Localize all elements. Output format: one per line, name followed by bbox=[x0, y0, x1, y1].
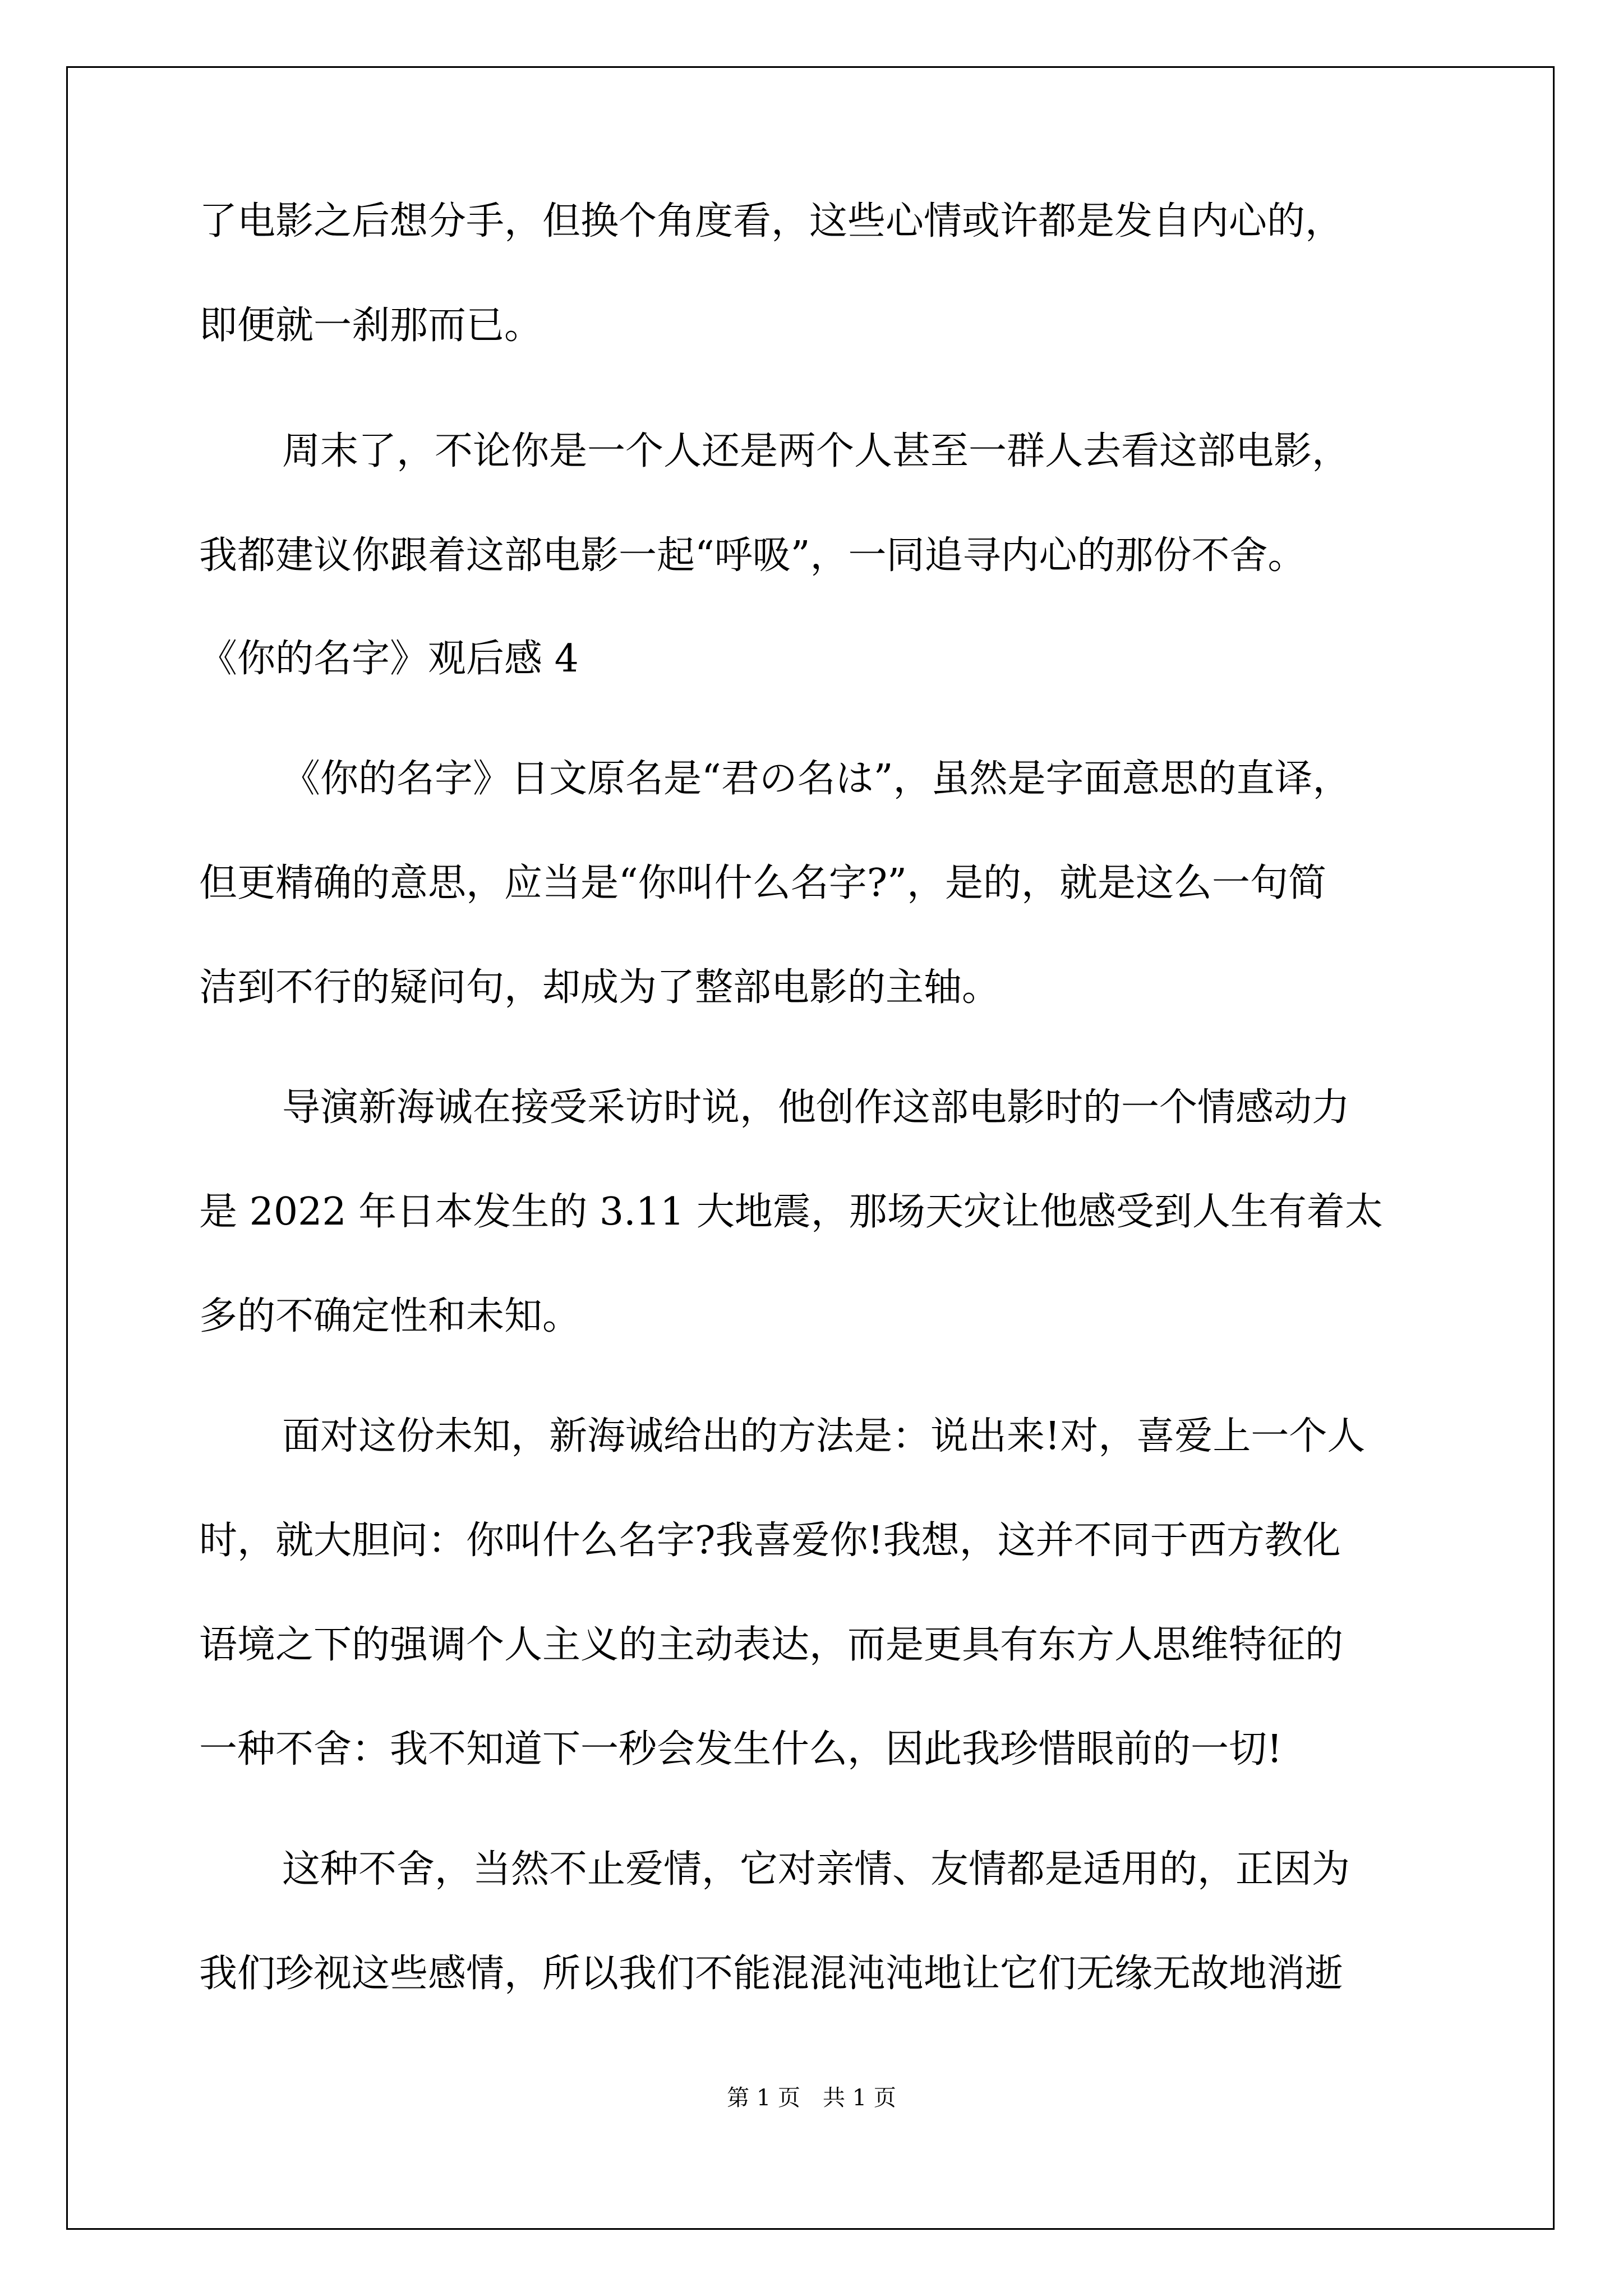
text-line: 即便就一刹那而已。 bbox=[199, 303, 543, 348]
text-line: 洁到不行的疑问句，却成为了整部电影的主轴。 bbox=[199, 965, 1000, 1010]
page-number-footer: 第 1 页 共 1 页 bbox=[727, 2085, 896, 2111]
paragraph-start: 导演新海诚在接受采访时说，他创作这部电影时的一个情感动力 bbox=[282, 1085, 1350, 1130]
text-line: 多的不确定性和未知。 bbox=[199, 1294, 581, 1338]
paragraph-start: 《你的名字》日文原名是“君の名は”，虽然是字面意思的直译， bbox=[282, 757, 1351, 801]
paragraph-start: 这种不舍，当然不止爱情，它对亲情、友情都是适用的，正因为 bbox=[282, 1847, 1350, 1892]
text-line: 一种不舍：我不知道下一秒会发生什么，因此我珍惜眼前的一切! bbox=[199, 1727, 1283, 1772]
text-line: 是 2022 年日本发生的 3.11 大地震，那场天灾让他感受到人生有着太 bbox=[199, 1190, 1383, 1234]
text-line: 我们珍视这些感情，所以我们不能混混沌沌地让它们无缘无故地消逝 bbox=[199, 1952, 1344, 1996]
section-heading: 《你的名字》观后感 4 bbox=[199, 637, 579, 681]
text-line: 时，就大胆问：你叫什么名字?我喜爱你!我想，这并不同于西方教化 bbox=[199, 1519, 1341, 1563]
paragraph-start: 周末了，不论你是一个人还是两个人甚至一群人去看这部电影， bbox=[282, 429, 1350, 473]
text-line: 但更精确的意思，应当是“你叫什么名字?”，是的，就是这么一句简 bbox=[199, 861, 1326, 905]
paragraph-start: 面对这份未知，新海诚给出的方法是：说出来!对，喜爱上一个人 bbox=[282, 1414, 1366, 1458]
text-line: 语境之下的强调个人主义的主动表达，而是更具有东方人思维特征的 bbox=[199, 1623, 1344, 1667]
text-line: 了电影之后想分手，但换个角度看，这些心情或许都是发自内心的， bbox=[199, 199, 1344, 243]
page-border bbox=[66, 66, 1555, 2230]
text-line: 我都建议你跟着这部电影一起“呼吸”，一同追寻内心的那份不舍。 bbox=[199, 533, 1306, 578]
